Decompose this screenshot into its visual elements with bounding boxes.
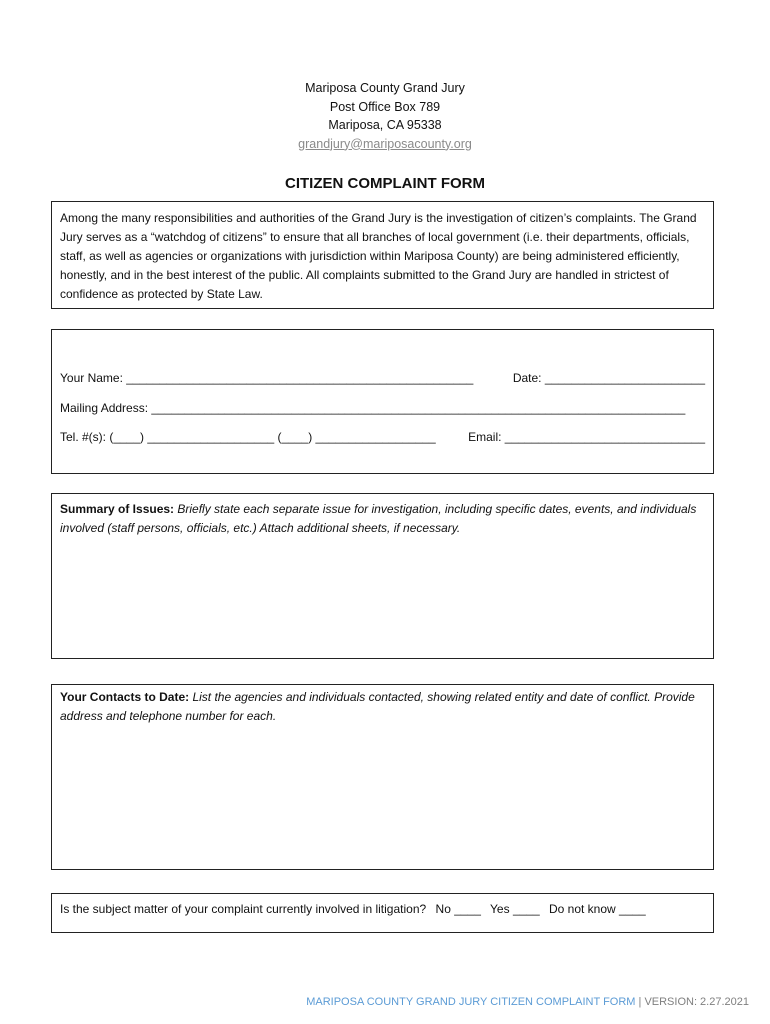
- letterhead: [0, 79, 770, 153]
- name-date-row: [60, 364, 705, 394]
- page-footer: [306, 996, 749, 1008]
- mailing-row: [60, 394, 705, 424]
- litigation-box: [51, 893, 714, 933]
- org-name: Mariposa County Grand Jury: [305, 81, 465, 95]
- email-link[interactable]: grandjury@mariposacounty.org: [298, 136, 472, 151]
- contact-info-box: [51, 329, 714, 474]
- email-field[interactable]: Email: ______________________________: [468, 430, 705, 444]
- address-line-2: Mariposa, CA 95338: [328, 118, 442, 132]
- form-title: CITIZEN COMPLAINT FORM: [285, 175, 485, 192]
- mailing-address-field[interactable]: Mailing Address: ________________________________________________________________________________: [60, 400, 686, 415]
- summary-of-issues-box[interactable]: [51, 493, 714, 659]
- contacts-label: Your Contacts to Date:: [60, 690, 190, 704]
- phone-email-row: [60, 423, 705, 453]
- name-field[interactable]: Your Name: ____________________________________________________: [60, 371, 474, 385]
- litigation-question: Is the subject matter of your complaint currently involved in litigation?: [60, 902, 427, 916]
- summary-label: Summary of Issues:: [60, 502, 175, 516]
- intro-text: Among the many responsibilities and authorities of the Grand Jury is the investigation of citizen’s complaints. The Grand Jury serves as a “watchdog of citizens” to ensure that all branches of local government (i.e. their departments, officials, staff, as well as agencies or organizations with jurisdiction within Mariposa County) are being administered efficiently, honestly, and in the best interest of the public. All complaints submitted to the Grand Jury are handled in strictest of confidence as protected by State Law.: [60, 211, 697, 301]
- summary-instructions: Briefly state each separate issue for investigation, including specific dates, events, and individuals involved (staff persons, officials, etc.) Attach additional sheets, if necessary.: [60, 502, 697, 535]
- litigation-dont-know-option[interactable]: Do not know ____: [548, 902, 646, 916]
- date-field[interactable]: Date: ________________________: [512, 371, 705, 385]
- footer-version: VERSION: 2.27.2021: [644, 996, 749, 1008]
- litigation-yes-option[interactable]: Yes ____: [490, 902, 540, 916]
- intro-box: [51, 201, 714, 309]
- phone-fields[interactable]: Tel. #(s): (____) ___________________ (____) __________________: [60, 430, 436, 444]
- contacts-to-date-box[interactable]: [51, 684, 714, 870]
- footer-separator: |: [635, 996, 645, 1008]
- contacts-instructions: List the agencies and individuals contacted, showing related entity and date of conflict. Provide address and telephone number for each.: [60, 690, 695, 723]
- footer-form-name: MARIPOSA COUNTY GRAND JURY CITIZEN COMPLAINT FORM: [306, 996, 636, 1008]
- address-line-1: Post Office Box 789: [329, 99, 441, 114]
- litigation-no-option[interactable]: No ____: [435, 902, 481, 916]
